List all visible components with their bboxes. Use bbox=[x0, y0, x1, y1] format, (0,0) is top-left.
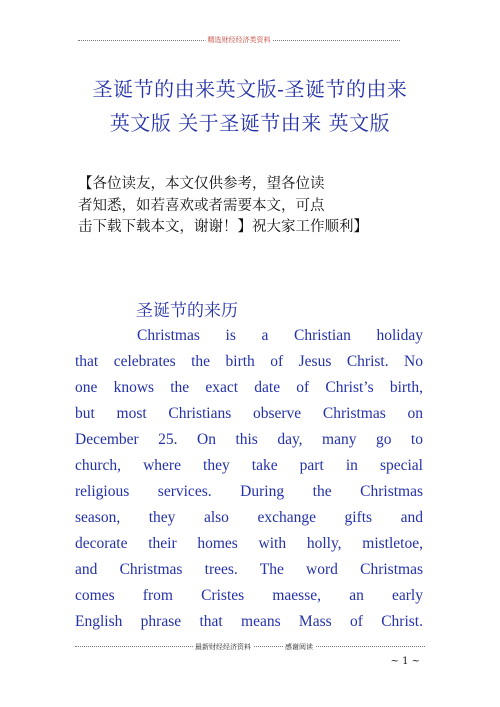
body-paragraph bbox=[75, 323, 423, 635]
page-number: ~ 1 ~ bbox=[390, 656, 420, 667]
reader-notice bbox=[78, 174, 408, 239]
section-title: 圣诞节的来历 bbox=[136, 301, 238, 321]
body-line: Christmas is a Christian holiday bbox=[137, 327, 423, 344]
notice-line: 击下载下载本文，谢谢！】祝大家工作顺利】 bbox=[78, 219, 368, 235]
title-line-1: 圣诞节的由来英文版-圣诞节的由来 bbox=[92, 77, 408, 101]
footer-left-label: 最新财经经济资料 bbox=[195, 643, 251, 651]
footer-right-label: 感谢阅读 bbox=[285, 643, 313, 651]
body-line: decorate their homes with holly, mistletoe, bbox=[75, 535, 423, 552]
document-title bbox=[70, 72, 430, 140]
body-line: one knows the exact date of Christ’s birth, bbox=[75, 379, 423, 396]
header-rule bbox=[78, 36, 400, 44]
body-line: religious services. During the Christmas bbox=[75, 483, 423, 500]
body-line: English phrase that means Mass of Christ. bbox=[75, 613, 423, 630]
body-line: season, they also exchange gifts and bbox=[75, 509, 423, 526]
body-line: church, where they take part in special bbox=[75, 457, 423, 474]
notice-line: 者知悉，如若喜欢或者需要本文，可点 bbox=[78, 197, 325, 214]
footer-rule bbox=[75, 643, 425, 651]
notice-line: 【各位读友，本文仅供参考，望各位读 bbox=[78, 176, 325, 192]
title-line-2: 英文版 关于圣诞节由来 英文版 bbox=[109, 111, 391, 135]
body-line: but most Christians observe Christmas on bbox=[75, 405, 423, 422]
body-line: comes from Cristes maesse, an early bbox=[75, 587, 423, 604]
body-line: and Christmas trees. The word Christmas bbox=[75, 561, 423, 578]
body-line: December 25. On this day, many go to bbox=[75, 431, 423, 448]
header-label: 精选财经经济类资料 bbox=[207, 36, 271, 44]
body-line: that celebrates the birth of Jesus Christ. No bbox=[75, 353, 423, 370]
